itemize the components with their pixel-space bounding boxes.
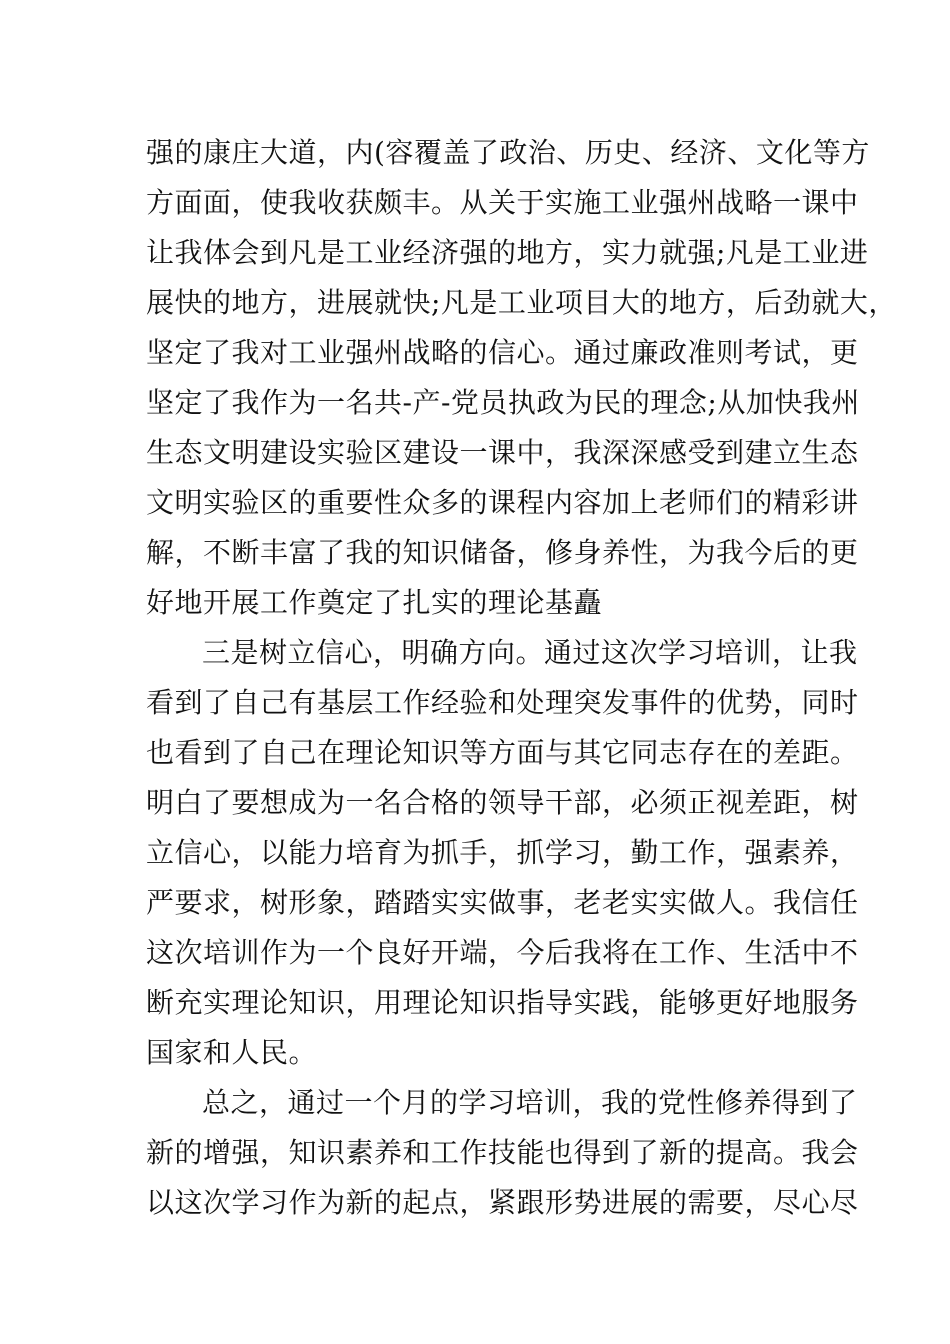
document-body [146, 128, 897, 1228]
text-line: 解，不断丰富了我的知识储备，修身养性，为我今后的更 [146, 536, 859, 569]
text-line: 让我体会到凡是工业经济强的地方，实力就强;凡是工业进 [146, 236, 869, 269]
text-line: 好地开展工作奠定了扎实的理论基矗 [146, 586, 603, 619]
text-line: 强的康庄大道，内(容覆盖了政治、历史、经济、文化等方 [146, 136, 870, 169]
text-line: 方面面，使我收获颇丰。从关于实施工业强州战略一课中 [146, 186, 859, 219]
text-line: 看到了自己有基层工作经验和处理突发事件的优势，同时 [146, 686, 859, 719]
text-line: 这次培训作为一个良好开端，今后我将在工作、生活中不 [146, 936, 859, 969]
text-line: 坚定了我对工业强州战略的信心。通过廉政准则考试，更 [146, 336, 859, 369]
paragraph-2 [146, 628, 859, 1078]
text-line: 明白了要想成为一名合格的领导干部，必须正视差距，树 [146, 786, 859, 819]
text-line: 生态文明建设实验区建设一课中，我深深感受到建立生态 [146, 436, 859, 469]
text-line: 立信心，以能力培育为抓手，抓学习，勤工作，强素养， [146, 836, 859, 869]
text-line: 断充实理论知识，用理论知识指导实践，能够更好地服务 [146, 986, 859, 1019]
paragraph-1 [146, 128, 897, 628]
text-line: 总之，通过一个月的学习培训，我的党性修养得到了 [202, 1086, 858, 1119]
text-line: 也看到了自己在理论知识等方面与其它同志存在的差距。 [146, 736, 859, 769]
text-line: 严要求，树形象，踏踏实实做事，老老实实做人。我信任 [146, 886, 859, 919]
text-line: 展快的地方，进展就快;凡是工业项目大的地方，后劲就大， [146, 286, 897, 319]
text-line: 文明实验区的重要性众多的课程内容加上老师们的精彩讲 [146, 486, 859, 519]
text-line: 国家和人民。 [146, 1036, 318, 1069]
text-line: 三是树立信心，明确方向。通过这次学习培训，让我 [202, 636, 858, 669]
text-line: 坚定了我作为一名共-产-党员执政为民的理念;从加快我州 [146, 386, 860, 419]
text-line: 以这次学习作为新的起点，紧跟形势进展的需要，尽心尽 [146, 1186, 859, 1219]
paragraph-3 [146, 1078, 859, 1228]
text-line: 新的增强，知识素养和工作技能也得到了新的提高。我会 [146, 1136, 859, 1169]
